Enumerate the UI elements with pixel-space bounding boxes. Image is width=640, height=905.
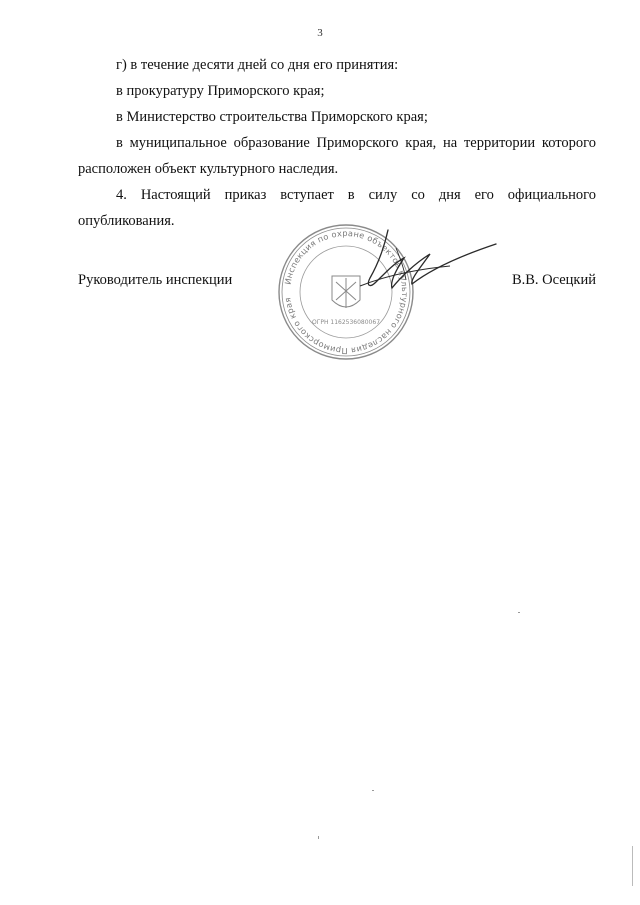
signatory-name: В.В. Осецкий bbox=[511, 272, 596, 288]
page-number: 3 bbox=[317, 27, 323, 39]
paragraph-clause-4: 4. Настоящий приказ вступает в силу со дня его официального опубликования. bbox=[78, 187, 596, 229]
seal-inner-text: ОГРН 1162536080067 bbox=[311, 319, 381, 326]
scan-speck bbox=[518, 612, 520, 613]
paragraph-ministry: в Министерство строительства Приморского края; bbox=[116, 109, 428, 125]
handwritten-signature bbox=[300, 218, 500, 318]
scan-edge-mark bbox=[632, 846, 633, 886]
paragraph-prosecutor: в прокуратуру Приморского края; bbox=[116, 83, 325, 99]
seal-outer-text: Инспекция по охране объектов культурного наследия Приморского края bbox=[282, 227, 411, 357]
scan-speck bbox=[318, 836, 319, 839]
paragraph-item-g: г) в течение десяти дней со дня его принятия: bbox=[116, 57, 399, 73]
signatory-title: Руководитель инспекции bbox=[78, 272, 233, 288]
scan-speck bbox=[372, 790, 374, 791]
paragraph-municipality: в муниципальное образование Приморского края, на территории которого расположен объект культурного наследия. bbox=[78, 135, 596, 177]
